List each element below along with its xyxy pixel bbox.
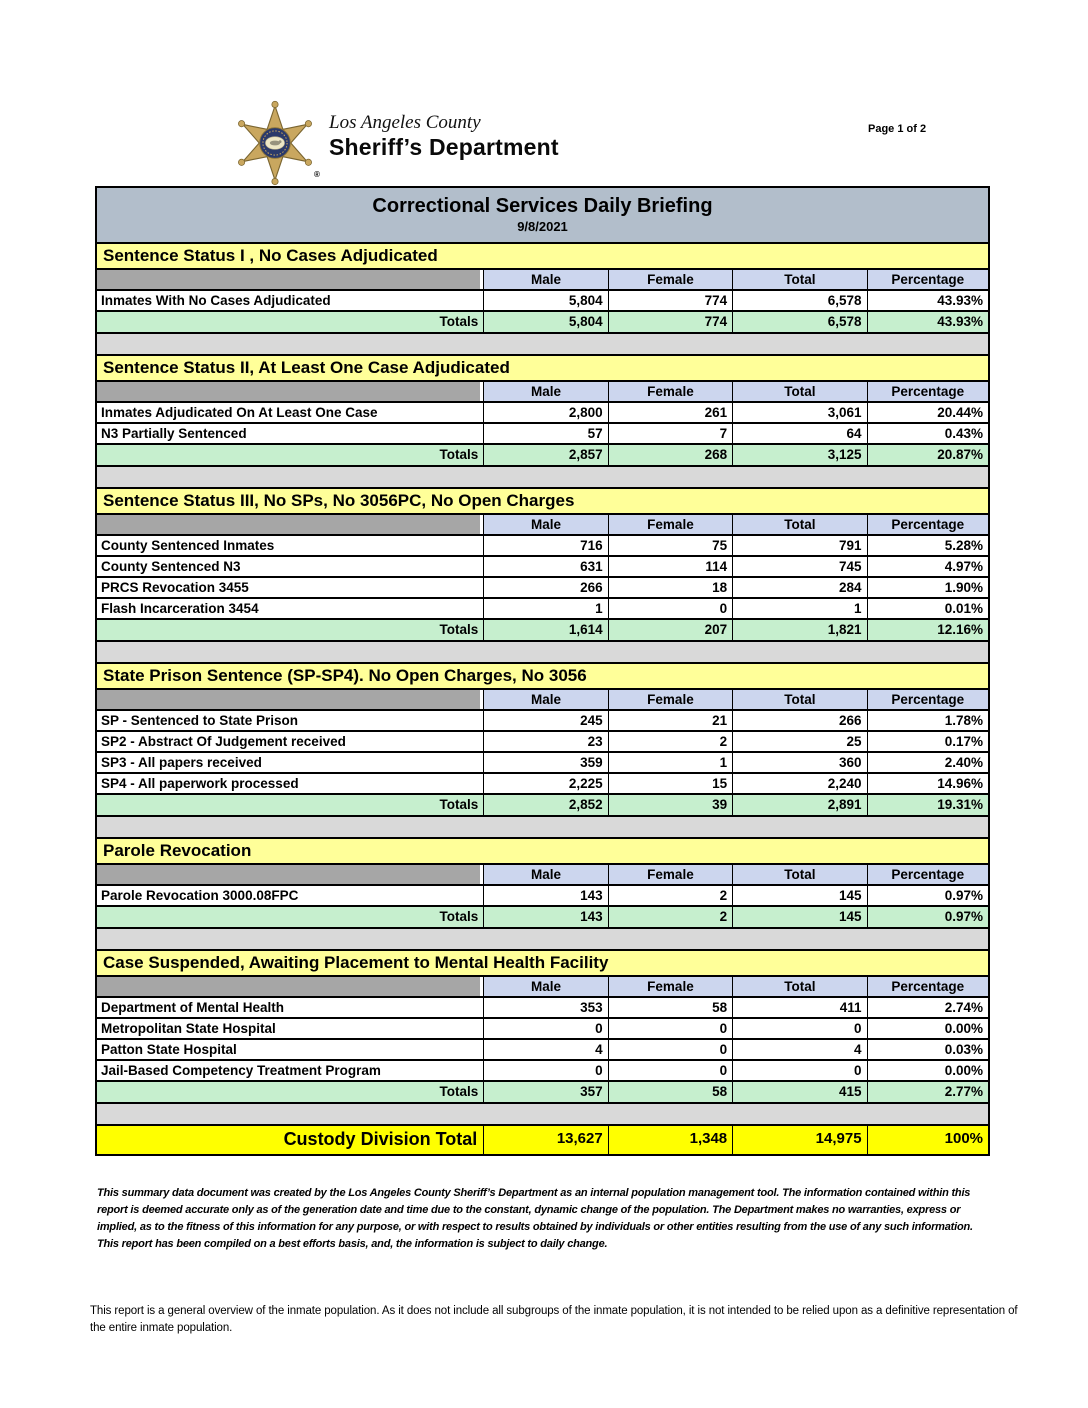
totals-row [97,1082,988,1104]
bear-silhouette [270,141,280,146]
table-row [97,1061,988,1082]
report-date: 9/8/2021 [517,219,568,234]
section-spacer [97,642,988,664]
row-label: Inmates With No Cases Adjudicated [101,293,331,308]
section-header: Case Suspended, Awaiting Placement to Mental Health Facility [97,951,988,977]
cell-female: 21 [608,711,732,730]
row-label: Inmates Adjudicated On At Least One Case [101,405,378,420]
row-label: Patton State Hospital [101,1042,237,1057]
column-header-spacer [97,690,480,709]
totals-total: 2,891 [732,795,866,815]
totals-male: 5,804 [483,312,607,332]
cell-male: 631 [483,557,607,576]
cell-female: 774 [608,291,732,310]
column-header-row [97,270,988,291]
cell-total: 0 [732,1061,866,1080]
totals-total: 3,125 [732,445,866,465]
totals-row [97,445,988,467]
column-header-row [97,865,988,886]
cell-male: 143 [483,886,607,905]
totals-female: 2 [608,907,732,927]
cell-male: 4 [483,1040,607,1059]
row-label: Parole Revocation 3000.08FPC [101,888,299,903]
column-header-female: Female [608,270,732,289]
cell-pct: 0.17% [867,732,988,751]
totals-male: 2,857 [483,445,607,465]
cell-female: 0 [608,1019,732,1038]
table-row [97,711,988,732]
column-header-male: Male [483,977,607,996]
totals-row [97,907,988,929]
totals-male: 2,852 [483,795,607,815]
totals-label: Totals [439,447,479,462]
column-header-female: Female [608,382,732,401]
cell-pct: 5.28% [867,536,988,555]
cell-total: 6,578 [732,291,866,310]
cell-pct: 0.01% [867,599,988,618]
cell-pct: 0.03% [867,1040,988,1059]
row-label: SP4 - All paperwork processed [101,776,299,791]
cell-female: 2 [608,886,732,905]
cell-male: 245 [483,711,607,730]
section-header: Sentence Status II, At Least One Case Adjudicated [97,356,988,382]
cell-pct: 0.43% [867,424,988,443]
cell-pct: 4.97% [867,557,988,576]
column-header-total: Total [732,270,866,289]
cell-female: 114 [608,557,732,576]
grand-total-total: 14,975 [732,1126,866,1154]
page-number-label: Page 1 of 2 [868,123,927,135]
totals-label: Totals [439,797,479,812]
agency-logo-text [329,112,559,160]
cell-male: 2,225 [483,774,607,793]
grand-total-label: Custody Division Total [283,1129,478,1149]
section-header: Sentence Status III, No SPs, No 3056PC, No Open Charges [97,489,988,515]
totals-row [97,795,988,817]
totals-total: 415 [732,1082,866,1102]
row-label: PRCS Revocation 3455 [101,580,249,595]
totals-label: Totals [439,1084,479,1099]
column-header-percentage: Percentage [867,270,988,289]
column-header-row [97,690,988,711]
row-label: County Sentenced Inmates [101,538,275,553]
cell-female: 7 [608,424,732,443]
cell-male: 0 [483,1061,607,1080]
table-row [97,1019,988,1040]
column-header-male: Male [483,382,607,401]
row-label: N3 Partially Sentenced [101,426,247,441]
totals-male: 1,614 [483,620,607,640]
column-header-row [97,382,988,403]
section-spacer [97,334,988,356]
cell-female: 0 [608,599,732,618]
table-row [97,732,988,753]
cell-male: 0 [483,1019,607,1038]
column-header-spacer [97,515,480,534]
cell-total: 266 [732,711,866,730]
column-header-male: Male [483,865,607,884]
column-header-male: Male [483,690,607,709]
registered-trademark: ® [314,170,320,179]
section-header: State Prison Sentence (SP-SP4). No Open Charges, No 3056 [97,664,988,690]
totals-total: 1,821 [732,620,866,640]
cell-male: 23 [483,732,607,751]
table-row [97,291,988,312]
column-header-spacer [97,865,480,884]
cell-female: 0 [608,1040,732,1059]
table-row [97,998,988,1019]
totals-label: Totals [439,314,479,329]
cell-male: 57 [483,424,607,443]
table-row [97,578,988,599]
totals-pct: 19.31% [867,795,988,815]
table-row [97,1040,988,1061]
cell-pct: 0.00% [867,1061,988,1080]
cell-total: 25 [732,732,866,751]
totals-pct: 12.16% [867,620,988,640]
grand-total-percentage: 100% [867,1126,988,1154]
totals-female: 39 [608,795,732,815]
grand-total-row [97,1126,988,1154]
section-header: Parole Revocation [97,839,988,865]
column-header-total: Total [732,515,866,534]
section-spacer [97,929,988,951]
column-header-percentage: Percentage [867,382,988,401]
table-row [97,774,988,795]
column-header-female: Female [608,865,732,884]
cell-total: 3,061 [732,403,866,422]
grand-total-male: 13,627 [483,1126,607,1154]
totals-female: 268 [608,445,732,465]
table-row [97,753,988,774]
cell-total: 1 [732,599,866,618]
cell-pct: 1.90% [867,578,988,597]
row-label: Department of Mental Health [101,1000,285,1015]
totals-female: 207 [608,620,732,640]
cell-male: 2,800 [483,403,607,422]
disclaimer-text: This summary data document was created by the Los Angeles County Sheriff’s Department as an internal population management tool. The information contained within this report is deemed accurate only as of the generation date and time due to the constant, dynamic change of the population. The Department makes no warranties, express or implied, as to the fitness of this information for any purpose, or with respect to results obtained by individuals or other entities resulting from the use of any such information. This report has been compiled on a best efforts basis, and, the information is subject to daily change. [97,1187,973,1250]
cell-female: 2 [608,732,732,751]
cell-total: 64 [732,424,866,443]
row-label: SP2 - Abstract Of Judgement received [101,734,346,749]
column-header-total: Total [732,865,866,884]
row-label: Metropolitan State Hospital [101,1021,276,1036]
cell-pct: 2.74% [867,998,988,1017]
cell-total: 360 [732,753,866,772]
column-header-female: Female [608,690,732,709]
section-spacer [97,817,988,839]
column-header-spacer [97,382,480,401]
report-sections [97,244,988,1126]
column-header-spacer [97,977,480,996]
cell-female: 15 [608,774,732,793]
column-header-percentage: Percentage [867,977,988,996]
totals-label: Totals [439,909,479,924]
cell-pct: 1.78% [867,711,988,730]
table-row [97,886,988,907]
column-header-female: Female [608,515,732,534]
report-title-block [97,188,988,244]
column-header-male: Male [483,515,607,534]
cell-male: 716 [483,536,607,555]
totals-row [97,312,988,334]
cell-total: 4 [732,1040,866,1059]
cell-male: 5,804 [483,291,607,310]
logo-county-line: Los Angeles County [329,112,481,133]
row-label: SP3 - All papers received [101,755,262,770]
cell-pct: 43.93% [867,291,988,310]
column-header-total: Total [732,977,866,996]
totals-total: 145 [732,907,866,927]
totals-label: Totals [439,622,479,637]
table-row [97,599,988,620]
cell-female: 75 [608,536,732,555]
column-header-female: Female [608,977,732,996]
cell-male: 1 [483,599,607,618]
row-label: Jail-Based Competency Treatment Program [101,1063,381,1078]
cell-female: 0 [608,1061,732,1080]
cell-female: 261 [608,403,732,422]
cell-total: 745 [732,557,866,576]
grand-total-female: 1,348 [608,1126,732,1154]
report-title: Correctional Services Daily Briefing [372,195,713,217]
cell-total: 145 [732,886,866,905]
column-header-row [97,977,988,998]
totals-pct: 2.77% [867,1082,988,1102]
totals-total: 6,578 [732,312,866,332]
cell-female: 1 [608,753,732,772]
cell-total: 0 [732,1019,866,1038]
totals-female: 58 [608,1082,732,1102]
row-label: Flash Incarceration 3454 [101,601,259,616]
column-header-male: Male [483,270,607,289]
cell-total: 411 [732,998,866,1017]
column-header-percentage: Percentage [867,690,988,709]
report-table [95,186,990,1156]
table-row [97,557,988,578]
cell-male: 266 [483,578,607,597]
totals-female: 774 [608,312,732,332]
section-spacer [97,1104,988,1126]
logo-department-line: Sheriff’s Department [329,134,559,160]
table-row [97,424,988,445]
cell-pct: 0.00% [867,1019,988,1038]
cell-male: 359 [483,753,607,772]
totals-pct: 20.87% [867,445,988,465]
column-header-total: Total [732,690,866,709]
overview-note-text: This report is a general overview of the inmate population. As it does not include all subgroups of the inmate population, it is not intended to be relied upon as a definitive representation of the entire inmate population. [90,1305,1018,1334]
cell-female: 18 [608,578,732,597]
column-header-spacer [97,270,480,289]
row-label: County Sentenced N3 [101,559,241,574]
totals-row [97,620,988,642]
cell-pct: 20.44% [867,403,988,422]
section-header: Sentence Status I , No Cases Adjudicated [97,244,988,270]
cell-male: 353 [483,998,607,1017]
totals-pct: 43.93% [867,312,988,332]
totals-male: 357 [483,1082,607,1102]
totals-male: 143 [483,907,607,927]
column-header-total: Total [732,382,866,401]
sheriff-star-badge-icon [236,97,314,189]
cell-pct: 14.96% [867,774,988,793]
column-header-percentage: Percentage [867,515,988,534]
table-row [97,403,988,424]
column-header-percentage: Percentage [867,865,988,884]
column-header-row [97,515,988,536]
cell-total: 284 [732,578,866,597]
cell-pct: 2.40% [867,753,988,772]
cell-total: 791 [732,536,866,555]
table-row [97,536,988,557]
cell-female: 58 [608,998,732,1017]
section-spacer [97,467,988,489]
row-label: SP - Sentenced to State Prison [101,713,299,728]
cell-pct: 0.97% [867,886,988,905]
cell-total: 2,240 [732,774,866,793]
totals-pct: 0.97% [867,907,988,927]
